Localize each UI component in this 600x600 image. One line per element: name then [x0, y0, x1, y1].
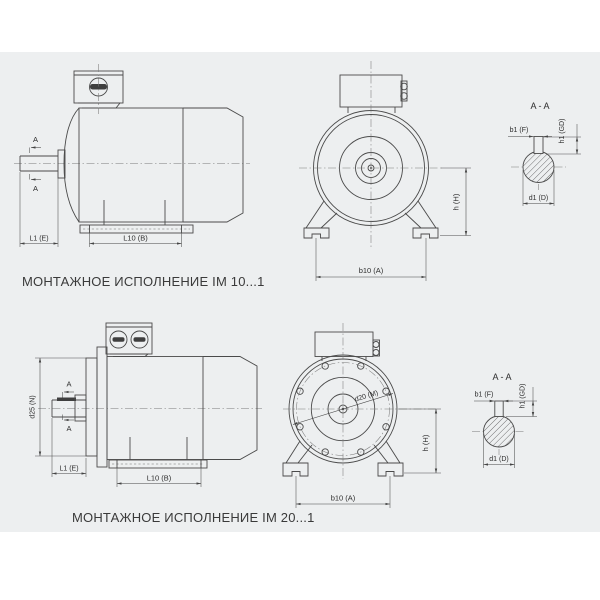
caption-im20: МОНТАЖНОЕ ИСПОЛНЕНИЕ IM 20...1 [72, 510, 315, 525]
dim-b1-label: b1 (F) [474, 391, 494, 399]
dim-b1-label: b1 (F) [509, 127, 529, 134]
gland-slot [113, 337, 125, 342]
dim-b10-label: b10 (A) [330, 493, 356, 503]
dim-d1-label: d1 (D) [489, 456, 509, 463]
section-title: A - A [492, 372, 512, 382]
dim-d25-label: d25 (N) [29, 395, 37, 419]
dim-d20-label: d20 (M) [353, 389, 380, 404]
section-letter-top: A [32, 135, 39, 144]
dim-l10-label: L10 (B) [146, 473, 172, 483]
dim-h1-label: h1 (GD) [519, 383, 527, 409]
dim-l10-label: L10 (B) [123, 233, 148, 243]
dim-l1-label: L1 (E) [29, 235, 49, 243]
dim-h-label: h (H) [451, 193, 461, 211]
keyway [534, 137, 543, 154]
dim-b10-label: b10 (A) [358, 266, 384, 275]
dim-h1-label: h1 (GD) [559, 118, 566, 144]
section-letter-bottom: A [32, 184, 39, 193]
shaft-key [57, 398, 76, 402]
dim-h-label: h (H) [421, 434, 430, 452]
caption-im10: МОНТАЖНОЕ ИСПОЛНЕНИЕ IM 10...1 [22, 274, 265, 289]
section-letter-bottom: A [66, 424, 72, 433]
shaft-cross-section [484, 416, 515, 447]
dim-l1-label: L1 (E) [59, 465, 79, 473]
section-letter-top: A [66, 379, 72, 389]
gland-slot [134, 337, 146, 342]
dim-d1-label: d1 (D) [528, 195, 549, 202]
keyway [495, 401, 503, 417]
shaft-cross-section [523, 152, 554, 183]
section-title: A - A [530, 101, 550, 111]
